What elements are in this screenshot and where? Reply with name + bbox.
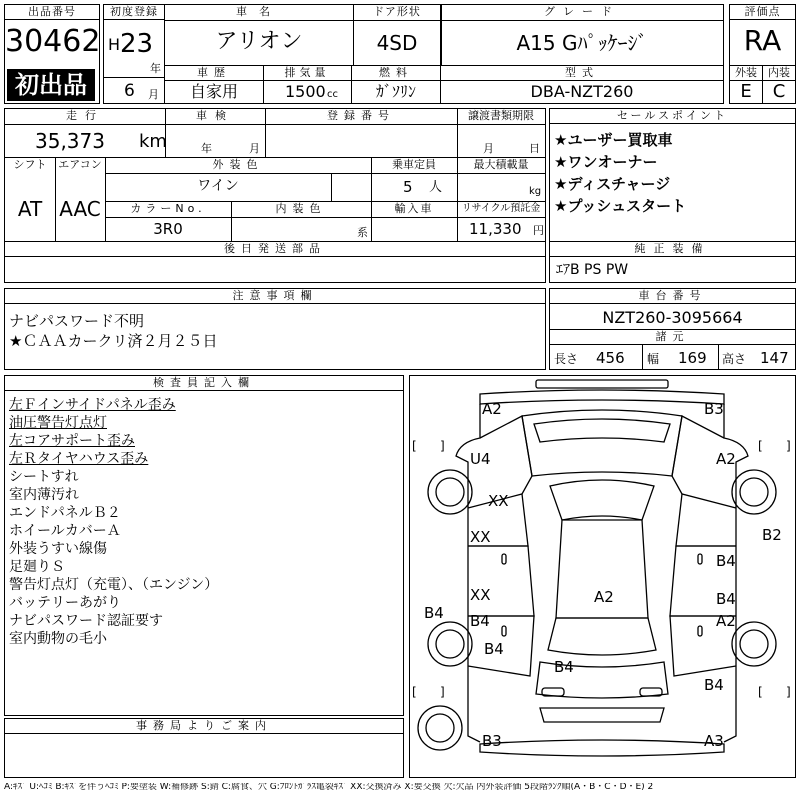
length-label: 長さ: [554, 352, 579, 366]
shift: AT: [17, 197, 43, 221]
import-label: 輸入車: [394, 202, 434, 215]
inspection-month-unit: 月: [249, 142, 260, 155]
mileage-unit: km: [139, 131, 167, 152]
inspector-note-line: 室内薄汚れ: [9, 487, 79, 503]
inspector-note-line: 警告灯点灯（充電）、（エンジン）: [9, 577, 219, 593]
sales-point-item: ★ユーザー買取車: [554, 131, 673, 149]
inspector-note-line: 左コアサポート歪み: [9, 433, 135, 449]
era: H: [108, 35, 121, 54]
model-code: DBA-NZT260: [530, 82, 634, 101]
note-line: ★ＣＡＡカークリ済２月２５日: [9, 332, 218, 350]
mark-front-right: B3: [704, 400, 724, 418]
mark-door-rear-right: B4: [716, 590, 736, 608]
width-label: 幅: [647, 352, 660, 366]
fuel-label: 燃料: [379, 66, 413, 79]
equipment-label: 純正装備: [550, 242, 795, 257]
sales-point-item: ★ディスチャージ: [554, 175, 671, 193]
notes-list: [9, 311, 217, 351]
inspector-label: 検査員記入欄: [5, 376, 403, 391]
plate-label: 登録番号: [327, 109, 395, 122]
chassis-number: NZT260-3095664: [602, 308, 743, 327]
lot-number-box: [4, 4, 100, 104]
capacity-label: 乗車定員: [392, 158, 436, 171]
inspector-note-line: 左Ｆインサイドパネル歪み: [9, 397, 176, 413]
office-box: [4, 718, 404, 778]
svg-text:]: ]: [440, 685, 445, 699]
color-no-label: カラーNo.: [130, 202, 206, 215]
chassis-label: 車台番号: [550, 289, 795, 304]
first-registration-box: [103, 4, 165, 104]
mileage: 35,373: [35, 129, 105, 153]
inspector-notes-list: [9, 396, 218, 648]
car-name-label: 車名: [236, 5, 282, 18]
fuel: ｶﾞｿﾘﾝ: [375, 82, 416, 101]
door-label: ドア形状: [373, 5, 421, 18]
note-line: ナビパスワード不明: [9, 312, 145, 330]
height-label: 高さ: [722, 352, 747, 366]
inspection-label: 車検: [196, 109, 234, 122]
office-label: 事務局よりご案内: [5, 719, 403, 734]
inspector-box: [4, 375, 404, 716]
exterior-color: ワイン: [197, 178, 239, 194]
equipment-box: [549, 241, 796, 283]
mark-rear-bumper-left: B3: [482, 732, 502, 750]
interior-color-unit: 系: [357, 226, 368, 239]
svg-text:[: [: [412, 685, 417, 699]
inspector-note-line: ホイールカバーＡ: [9, 523, 121, 539]
grade-label: グレード: [544, 5, 620, 18]
notes-box: [4, 288, 546, 370]
mark-fender-left: XX: [470, 528, 491, 546]
vehicle-history: 自家用: [189, 82, 238, 101]
overall-score: RA: [743, 24, 782, 57]
recycle-label: リサイクル預託金: [461, 203, 541, 214]
door-type: 4SD: [376, 31, 418, 55]
first-registration-label: 初度登録: [104, 5, 164, 20]
year-unit: 年: [150, 62, 161, 75]
color-number: 3R0: [153, 220, 183, 238]
inspector-note-line: エンドパネルＢ２: [9, 505, 121, 521]
dims-label: 諸元: [550, 330, 795, 345]
capacity-unit: 人: [429, 180, 443, 195]
svg-text:]: ]: [786, 685, 791, 699]
length: 456: [596, 349, 625, 367]
notes-label: 注意事項欄: [5, 289, 545, 304]
sales-points-label: セールスポイント: [550, 109, 795, 124]
height: 147: [760, 349, 789, 367]
mark-tire-rear-left: B4: [424, 604, 444, 622]
score-box: [729, 4, 796, 104]
first-listing-badge: 初出品: [7, 69, 95, 101]
mark-quarter-right: B4: [704, 676, 724, 694]
mark-roof: A2: [594, 588, 614, 606]
equipment-value: ｴｱB PS PW: [556, 262, 629, 278]
mark-right-side: B2: [762, 526, 782, 544]
svg-text:[: [: [758, 685, 763, 699]
mark-rear-left: B4: [470, 612, 490, 630]
displacement: 1500: [285, 82, 326, 101]
car-name: アリオン: [215, 29, 303, 54]
inspector-note-line: 左Ｒタイヤハウス歪み: [9, 451, 149, 467]
air-conditioner: AAC: [59, 197, 101, 221]
mark-door-rear-left: XX: [470, 586, 491, 604]
transfer-day-unit: 日: [529, 142, 540, 155]
interior-color-label: 内装色: [275, 202, 327, 215]
inspector-note-line: 外装うすい線傷: [9, 541, 107, 557]
transfer-month-unit: 月: [483, 142, 494, 155]
exterior-grade-label: 外装: [735, 66, 757, 79]
svg-text:[: [: [412, 439, 417, 453]
interior-grade: C: [772, 81, 786, 102]
lot-number-label: 出品番号: [5, 5, 99, 20]
registration-month: 6: [124, 81, 135, 101]
recycle-fee: 11,330: [469, 220, 522, 238]
exterior-grade: E: [740, 81, 752, 102]
car-diagram: [410, 376, 795, 777]
svg-text:]: ]: [440, 439, 445, 453]
mark-quarter-left: B4: [484, 640, 504, 658]
sales-point-item: ★プッシュスタート: [554, 197, 687, 215]
displacement-label: 排気量: [284, 66, 330, 79]
svg-text:[: [: [758, 439, 763, 453]
shipping-parts-box: [4, 241, 546, 283]
mark-hood: XX: [488, 492, 509, 510]
load-unit: kg: [529, 186, 542, 197]
damage-diagram-box: [409, 375, 796, 778]
capacity: 5: [403, 178, 413, 196]
sales-points-box: [549, 108, 796, 242]
main-info-box: [164, 4, 724, 104]
mark-trunk: B4: [554, 658, 574, 676]
sales-point-item: ★ワンオーナー: [554, 153, 658, 171]
shipping-parts-label: 後日発送部品: [5, 242, 545, 257]
inspector-note-line: シートすれ: [9, 469, 79, 485]
color-label: 外装色: [212, 158, 264, 171]
mileage-label: 走行: [66, 109, 104, 122]
mark-front-left: A2: [482, 400, 502, 418]
inspector-note-line: 室内動物の毛小: [9, 631, 107, 647]
transfer-label: 譲渡書類期限: [468, 109, 534, 122]
recycle-unit: 円: [533, 224, 544, 237]
inspector-note-line: ナビパスワード認証要す: [9, 613, 163, 629]
legend: A:ｷｽﾞ U:ﾍｺﾐ B:ｷｽﾞを伴うﾍｺﾐ P:要塗装 W:補修跡 S:錆 C:腐食、穴 G:ﾌﾛﾝﾄｶﾞﾗｽ亀裂ｷｽﾞ XX:交換済み X:要交換 欠:欠品 内外装評価 5段階ﾗﾝｸ順(A・B・C・D・E) 2: [4, 783, 654, 792]
score-label: 評価点: [730, 5, 795, 20]
ac-label: エアコン: [58, 158, 102, 171]
inspector-note-line: 足廻りＳ: [9, 559, 65, 575]
interior-grade-label: 内装: [768, 66, 790, 79]
month-unit: 月: [148, 88, 159, 101]
sales-points-list: [554, 129, 686, 217]
registration-year: 23: [120, 29, 154, 59]
model-label: 型式: [565, 66, 599, 79]
chassis-box: [549, 288, 796, 370]
inspection-year-unit: 年: [201, 142, 212, 155]
history-label: 車歴: [197, 66, 231, 79]
svg-text:]: ]: [786, 439, 791, 453]
mark-rear-bumper-right: A3: [704, 732, 724, 750]
mark-tire-front-right: A2: [716, 450, 736, 468]
mark-tire-rear-right: A2: [716, 612, 736, 630]
grade: A15 Gﾊﾟｯｹｰｼﾞ: [516, 31, 648, 55]
load-label: 最大積載量: [473, 158, 529, 171]
lot-number: 30462: [5, 24, 101, 59]
shift-label: シフト: [13, 158, 47, 171]
width: 169: [678, 349, 707, 367]
inspector-note-line: バッテリーあがり: [9, 595, 121, 611]
inspector-note-line: 油圧警告灯点灯: [9, 415, 107, 431]
mark-door-front-right: B4: [716, 552, 736, 570]
mark-tire-front-left: U4: [470, 450, 491, 468]
displacement-unit: cc: [327, 89, 338, 100]
vehicle-details-box: [4, 108, 546, 242]
